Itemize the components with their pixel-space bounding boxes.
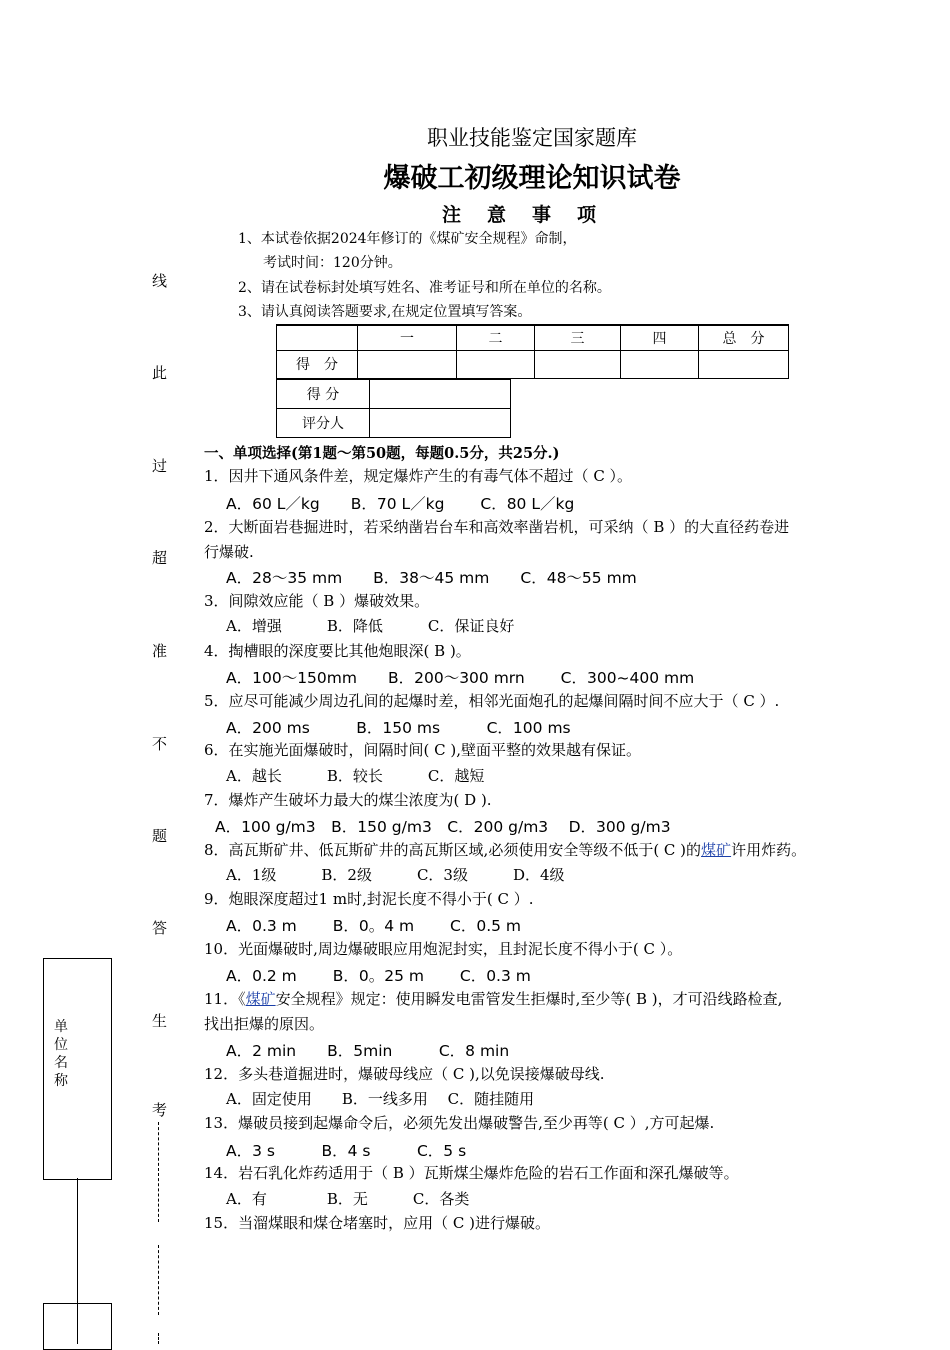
- question-options: A．固定使用 B．一线多用 C．随挂随用: [226, 1090, 535, 1108]
- question-stem: 15．当溜煤眼和煤仓堵塞时，应用（ C )进行爆破。: [204, 1214, 550, 1232]
- question-options: A．增强 B．降低 C．保证良好: [226, 617, 515, 635]
- grader-table: [276, 378, 511, 438]
- question-stem: 5．应尽可能减少周边孔间的起爆时差，相邻光面炮孔的起爆间隔时间不应大于（ C ）.: [204, 692, 780, 710]
- section-title: 一、单项选择(第1题～第50题，每题0.5分，共25分.): [204, 445, 560, 462]
- question-options: A．1级 B．2级 C．3级 D．4级: [226, 866, 565, 884]
- question-stem: 14．岩石乳化炸药适用于（ B ）瓦斯煤尘爆炸危险的岩石工作面和深孔爆破等。: [204, 1164, 739, 1182]
- grader-score-cell[interactable]: [370, 379, 511, 409]
- question-stem: 4．掏槽眼的深度要比其他炮眼深( B )。: [204, 642, 471, 660]
- unit-name-label: 单位名称: [54, 1019, 68, 1089]
- score-header-4: 四: [621, 325, 699, 350]
- notice-1: 1、本试卷依据2024年修订的《煤矿安全规程》命制，: [238, 231, 577, 247]
- question-stem: 9．炮眼深度超过1 m时,封泥长度不得小于( C ）.: [204, 890, 534, 908]
- question-options: A．28～35 mm B．38～45 mm C．48～55 mm: [226, 569, 637, 587]
- margin-char: 题: [152, 827, 168, 845]
- score-cell-4[interactable]: [621, 350, 699, 379]
- question-options: A．0.2 m B．0。25 m C．0.3 m: [226, 967, 531, 985]
- margin-char: 不: [152, 735, 168, 753]
- question-stem: [204, 838, 806, 863]
- question-stem: 3．间隙效应能（ B ）爆破效果。: [204, 592, 430, 610]
- score-header-3: 三: [535, 325, 621, 350]
- margin-char: 准: [152, 642, 168, 660]
- question-stem: 7．爆炸产生破坏力最大的煤尘浓度为( D ).: [204, 791, 492, 809]
- question-stem: 1．因井下通风条件差，规定爆炸产生的有毒气体不超过（ C ）。: [204, 467, 633, 485]
- question-stem-b: 安全规程》规定：使用瞬发电雷管发生拒爆时,至少等( B )，才可沿线路检查,: [275, 990, 783, 1008]
- question-options: A．0.3 m B．0。4 m C．0.5 m: [226, 917, 522, 935]
- question-stem-cont: 行爆破.: [204, 543, 254, 561]
- grader-cell[interactable]: [370, 409, 511, 438]
- question-stem-a: 8．高瓦斯矿井、低瓦斯矿井的高瓦斯区域,必须使用安全等级不低于( C )的: [204, 841, 702, 859]
- question-options: A．60 L／kg B．70 L／kg C．80 L／kg: [226, 495, 575, 513]
- question-stem: [204, 987, 782, 1012]
- question-options: A．2 min B．5min C．8 min: [226, 1042, 510, 1060]
- seal-dashed-line: [158, 1122, 159, 1222]
- score-cell-total[interactable]: [699, 350, 789, 379]
- grader-label: 评分人: [277, 409, 370, 438]
- score-header-total: 总 分: [699, 325, 789, 350]
- margin-char: 此: [152, 364, 168, 382]
- question-stem-a: 11．《: [204, 990, 246, 1008]
- question-options: A．有 B．无 C．各类: [226, 1190, 470, 1208]
- score-cell-3[interactable]: [535, 350, 621, 379]
- notice-2: 2、请在试卷标封处填写姓名、准考证号和所在单位的名称。: [238, 280, 611, 296]
- score-cell-1[interactable]: [358, 350, 457, 379]
- margin-char: 答: [152, 919, 168, 937]
- score-table-corner: [277, 325, 358, 350]
- margin-char: 线: [152, 272, 168, 290]
- question-stem: 2．大断面岩巷掘进时，若采纳凿岩台车和高效率凿岩机，可采纳（ B ）的大直径药卷进: [204, 518, 790, 536]
- seal-dashed-line: [158, 1333, 159, 1344]
- margin-char: 生: [152, 1012, 168, 1030]
- score-header-2: 二: [457, 325, 535, 350]
- org-title: 职业技能鉴定国家题库: [427, 126, 637, 150]
- question-stem: 6．在实施光面爆破时，间隔时间( C ),壁面平整的效果越有保证。: [204, 741, 642, 759]
- coal-mine-link[interactable]: 煤矿: [701, 841, 732, 859]
- score-row-label: 得 分: [277, 350, 358, 379]
- notice-1b: 考试时间：120分钟。: [263, 255, 402, 271]
- score-table: [276, 324, 789, 379]
- exam-title: 爆破工初级理论知识试卷: [383, 163, 681, 194]
- question-options: A．200 ms B．150 ms C．100 ms: [226, 719, 571, 737]
- question-options: A．越长 B．较长 C．越短: [226, 767, 485, 785]
- question-stem-cont: 找出拒爆的原因。: [204, 1015, 325, 1033]
- score-header-1: 一: [358, 325, 457, 350]
- coal-mine-link[interactable]: 煤矿: [245, 990, 276, 1008]
- question-stem: 13．爆破员接到起爆命令后，必须先发出爆破警告,至少再等( C ）,方可起爆.: [204, 1114, 715, 1132]
- question-options: A．100 g/m3 B．150 g/m3 C．200 g/m3 D．300 g/m3: [215, 818, 671, 836]
- question-stem-b: 许用炸药。: [731, 841, 807, 859]
- margin-char: 过: [152, 457, 168, 475]
- question-stem: 10．光面爆破时,周边爆破眼应用炮泥封实，且封泥长度不得小于( C ）。: [204, 940, 683, 958]
- score-cell-2[interactable]: [457, 350, 535, 379]
- question-stem: 12．多头巷道掘进时，爆破母线应（ C ),以免误接爆破母线.: [204, 1065, 605, 1083]
- margin-char: 超: [152, 549, 168, 567]
- seal-box[interactable]: [43, 1303, 112, 1350]
- seal-dashed-line: [158, 1245, 159, 1315]
- grader-score-label: 得 分: [277, 379, 370, 409]
- margin-char: 考: [152, 1101, 168, 1119]
- question-options: A．3 s B．4 s C．5 s: [226, 1142, 467, 1160]
- question-options: A．100～150mm B．200～300 mrn C．300~400 mm: [226, 669, 695, 687]
- notice-3: 3、请认真阅读答题要求,在规定位置填写答案。: [238, 304, 532, 320]
- notice-title: 注意事项: [441, 204, 622, 226]
